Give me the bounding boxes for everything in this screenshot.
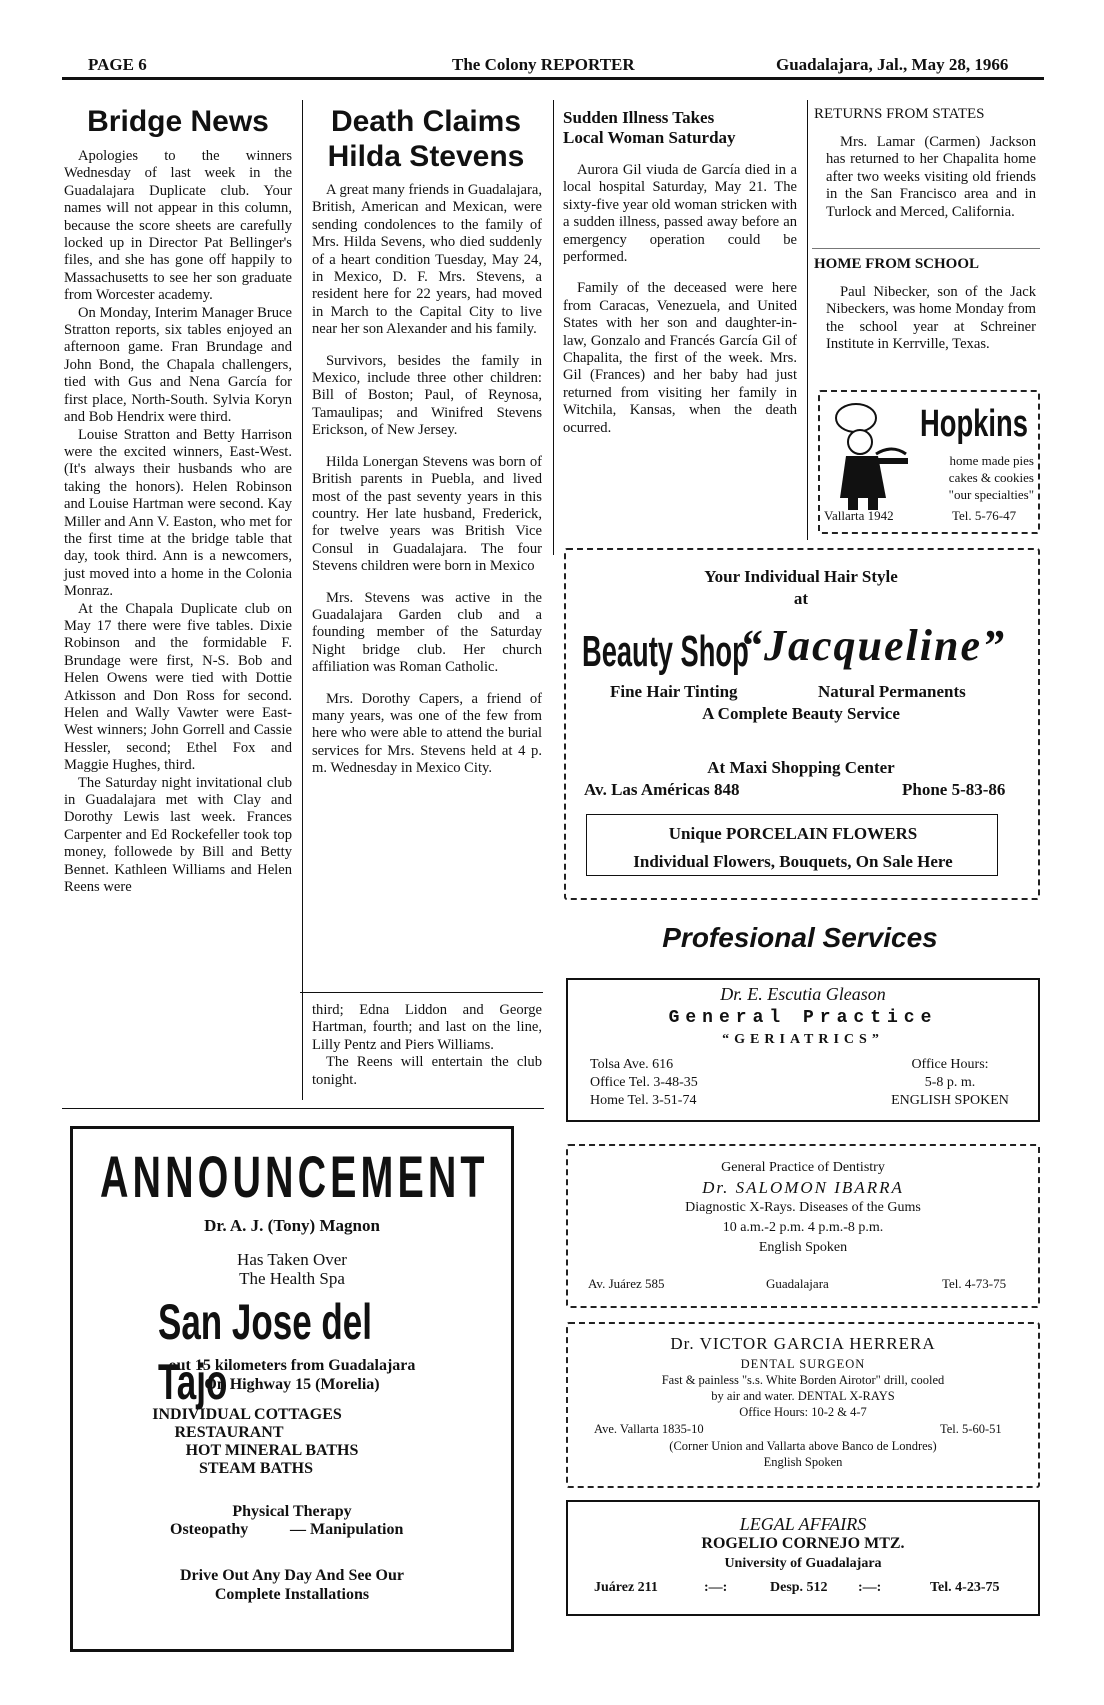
returns-article [826,134,1036,221]
porcelain-line: Unique PORCELAIN FLOWERS [668,824,918,843]
announcement-doctor: Dr. A. J. (Tony) Magnon [204,1216,380,1235]
legal-separator: :—: [704,1580,728,1595]
escutia-hours [870,1056,1030,1110]
herrera-name: Dr. VICTOR GARCIA HERRERA [670,1334,936,1353]
legal-desp: Desp. 512 [770,1580,828,1595]
drive-line: Drive Out Any Day And See Our [179,1567,404,1584]
dateline: Guadalajara, Jal., May 28, 1966 [776,55,1009,74]
bridge-paragraph: At the Chapala Duplicate club on May 17 there were five tables. Dixie Robinson and the formidable F. Brundage were first, N-S. Bob and Helen Owens were tied with Dottie Atkisson and Don Ross for second. Helen and Wally Vawter were East-West winners; John Gorrell and Cassie Hessler, second; Ethel Fox and Maggie Hughes, third. [64,600,292,774]
bridge-continued [312,1002,542,1089]
death-paragraph: Survivors, besides the family in Mexico, include three other children: Bill of Boston; Paul, of Reynosa, Tamaulipas; and Winifred Stevens Erickson, of New Jersey. [312,352,542,439]
herrera-line: Fast & painless "s.s. White Borden Airotor" drill, cooled [661,1373,945,1387]
therapy-line: Physical Therapy [232,1503,352,1520]
returns-text: Mrs. Lamar (Carmen) Jackson has returned to her Chapalita home after two weeks visiting old friends in the San Francisco area and in Turlock and Merced, California. [826,134,1036,220]
beauty-jacqueline: “Jacqueline” [740,621,1006,670]
hopkins-offer [904,452,1034,503]
bridge-title: Bridge News [87,105,269,138]
escutia-geriatrics: “GERIATRICS” [722,1032,884,1047]
spa-feature: STEAM BATHS [199,1460,313,1477]
bridge-paragraph: The Saturday night invitational club in Guadalajara met with Clay and Dorothy Lewis last week. Frances Carpenter and Ed Rockefeller took top money, followede by Bill and Betty Bennet. Kathleen Williams and Helen Reens were [64,774,292,896]
ibarra-block [568,1158,1038,1258]
herrera-line: English Spoken [763,1455,843,1469]
hopkins-line: home made pies [949,453,1034,468]
herrera-block [568,1332,1038,1420]
spa-location [73,1356,511,1394]
porcelain-text [588,820,998,876]
illness-title-line: Sudden Illness Takes [563,108,715,127]
bridge-paragraph: Apologies to the winners Wednesday of last week in the Guadalajara Duplicate club. Your names will not appear in this column, because the score sheets are carefully locked up in Director Pat Bellinger's files, and she has gone off happily to Massachusetts to see her son graduate from Worcester academy. [64,148,292,304]
beauty-address: Av. Las Américas 848 [584,780,740,799]
column-rule-3 [807,100,808,540]
services-title: Profesional Services [662,922,938,953]
herrera-address: Ave. Vallarta 1835-10 [594,1422,704,1436]
escutia-practice: General Practice [668,1008,938,1028]
announcement-top-rule [62,1108,544,1109]
paper-name: The Colony REPORTER [452,55,635,74]
death-paragraph: Hilda Lonergan Stevens was born of British parents in Puebla, and lived most of the past seventy years in this country. Her late husband, Frederick, for twelve years was British Vice Consul in Guadalajara. The four Stevens children were born in Mexico [312,453,542,575]
announcement-line: The Health Spa [239,1269,345,1288]
announcement-line: out 15 kilometers from Guadalajara [168,1357,416,1374]
herrera-line: Office Hours: 10-2 & 4-7 [739,1405,867,1419]
escutia-line: 5-8 p. m. [924,1075,976,1090]
escutia-line: ENGLISH SPOKEN [891,1093,1009,1108]
bridge-paragraph: Louise Stratton and Betty Harrison were the excited winners, East-West. (It's always their husbands who are taking the honors). Helen Robinson and Louise Hartman were second. Kay Miller and Ann V. Easton, who met for the first time at the bridge table that day, took third. Ann is a newcomers, just moved into a home in the Colonia Monraz. [64,426,292,600]
legal-block [568,1514,1038,1574]
therapy-manipulation: — Manipulation [290,1521,404,1538]
drive-line: Complete Installations [214,1586,370,1603]
legal-tel: Tel. 4-23-75 [930,1580,1000,1595]
therapy-block [73,1502,511,1521]
ibarra-address: Av. Juárez 585 [588,1276,665,1291]
spa-feature: HOT MINERAL BATHS [185,1442,359,1459]
beauty-intro [566,566,1036,610]
illness-paragraph: Family of the deceased were here from Caracas, Venezuela, and United States with her son and daughter-in-law, Gonzalo and Francés García Gil of Chapalita, the first of the week. Mrs. Gil (Frances) and her baby had just returned from visiting her family in Witchila, Kansas, when the death ocurred. [563,280,797,436]
beauty-line: at [793,589,809,608]
column-break-rule [300,992,543,993]
ibarra-tel: Tel. 4-73-75 [942,1276,1007,1291]
escutia-line: Tolsa Ave. 616 [590,1057,674,1072]
herrera-tel: Tel. 5-60-51 [940,1422,1002,1436]
death-article [312,182,542,778]
announcement-line: Has Taken Over [237,1250,347,1269]
announcement-title: ANNOUNCEMENT [100,1145,489,1210]
herrera-line: by air and water. DENTAL X-RAYS [711,1389,895,1403]
ibarra-line: Diagnostic X-Rays. Diseases of the Gums [685,1200,921,1215]
drive-out [73,1566,511,1604]
legal-title: LEGAL AFFAIRS [739,1514,867,1534]
beauty-center: At Maxi Shopping Center [707,758,895,777]
death-title-line: Hilda Stevens [327,140,525,173]
chef-illustration [826,398,914,512]
school-title: HOME FROM SCHOOL [814,256,979,272]
death-paragraph: The Reens will entertain the club tonight. [312,1054,542,1088]
death-title-line: Death Claims [330,105,522,138]
death-paragraph: third; Edna Liddon and George Hartman, fourth; and last on the line, Lilly Pentz and Piers Williams. [312,1002,542,1053]
escutia-name: Dr. E. Escutia Gleason [720,984,886,1004]
porcelain-line: Individual Flowers, Bouquets, On Sale Here [633,852,953,871]
masthead-rule [62,77,1044,80]
escutia-line: Office Tel. 3-48-35 [590,1075,698,1090]
announcement-title-wrap [100,1146,520,1210]
beauty-permanents: Natural Permanents [818,682,966,701]
therapy-osteopathy: Osteopathy [170,1521,249,1538]
ibarra-city: Guadalajara [766,1276,829,1291]
beauty-shop-name: Beauty Shop [582,627,749,676]
school-article [826,284,1036,354]
herrera-footer [568,1438,1038,1470]
hopkins-line: "our specialties" [948,487,1034,502]
column-rule-2 [553,100,554,555]
hopkins-line: cakes & cookies [948,470,1034,485]
beauty-tinting: Fine Hair Tinting [610,682,738,701]
death-paragraph: Mrs. Dorothy Capers, a friend of many years, was one of the few from here who were able to attend the burial services for Mrs. Stevens held at 4 p. m. Wednesday in Mexico City. [312,690,542,777]
illness-article [563,162,797,437]
illness-title-line: Local Woman Saturday [563,128,736,147]
beauty-service: A Complete Beauty Service [702,704,900,723]
illness-title [563,108,803,148]
legal-address: Juárez 211 [594,1580,658,1595]
hopkins-address: Vallarta 1942 [824,508,894,523]
hopkins-tel: Tel. 5-76-47 [952,508,1017,523]
divider [812,248,1040,249]
ibarra-line: 10 a.m.-2 p.m. 4 p.m.-8 p.m. [722,1220,884,1235]
announcement-taken [73,1250,511,1288]
legal-university: University of Guadalajara [724,1556,882,1571]
ibarra-line: General Practice of Dentistry [721,1160,885,1175]
beauty-line: Your Individual Hair Style [704,567,898,586]
bridge-article [64,148,292,896]
death-paragraph: Mrs. Stevens was active in the Guadalajara Garden club and a founding member of the Saturday Night bridge club. Her church affiliation was Roman Catholic. [312,589,542,676]
ibarra-name: Dr. SALOMON IBARRA [702,1178,904,1197]
spa-name: San Jose del Tajo [158,1294,372,1410]
spa-features [73,1406,511,1478]
ibarra-line: English Spoken [758,1240,848,1255]
death-title [306,104,546,174]
escutia-contact [590,1056,698,1110]
legal-separator: :—: [858,1580,882,1595]
spa-name-wrap [158,1292,518,1412]
bridge-paragraph: On Monday, Interim Manager Bruce Stratton reports, six tables enjoyed an afternoon game. Fran Brundage and John Bond, the Chapala challengers, tied with Gus and Nena García for first place, North-South. Sylvia Koryn and Bob Hendrix were third. [64,304,292,426]
spa-feature: INDIVIDUAL COTTAGES [152,1406,342,1423]
illness-paragraph: Aurora Gil viuda de García died in a local hospital Saturday, May 21. The sixty-five year old woman stricken with a sudden illness, passed away before an emergency operation could be performed. [563,162,797,266]
herrera-title: DENTAL SURGEON [740,1357,866,1371]
death-paragraph: A great many friends in Guadalajara, British, American and Mexican, were sending condolences to the family of Mrs. Hilda Sevens, who died suddenly of a heart condition Tuesday, May 24, in Mexico, D. F. Mrs. Stevens, a resident here for 22 years, had moved in March to the Capital City to live near her son Alexander and his family. [312,182,542,338]
hopkins-name: Hopkins [920,403,1028,445]
page-number: PAGE 6 [88,55,147,74]
column-rule-1 [302,100,303,1100]
returns-title: RETURNS FROM STATES [814,106,985,122]
escutia-line: Home Tel. 3-51-74 [590,1093,697,1108]
spa-feature: RESTAURANT [174,1424,284,1441]
school-text: Paul Nibecker, son of the Jack Nibeckers, was home Monday from the school year at Schreiner Institute in Kerrville, Texas. [826,284,1036,353]
beauty-phone: Phone 5-83-86 [902,780,1006,799]
legal-name: ROGELIO CORNEJO MTZ. [701,1535,905,1552]
escutia-line: Office Hours: [911,1057,989,1072]
announcement-line: On Highway 15 (Morelia) [204,1376,380,1393]
herrera-line: (Corner Union and Vallarta above Banco de Londres) [669,1439,937,1453]
